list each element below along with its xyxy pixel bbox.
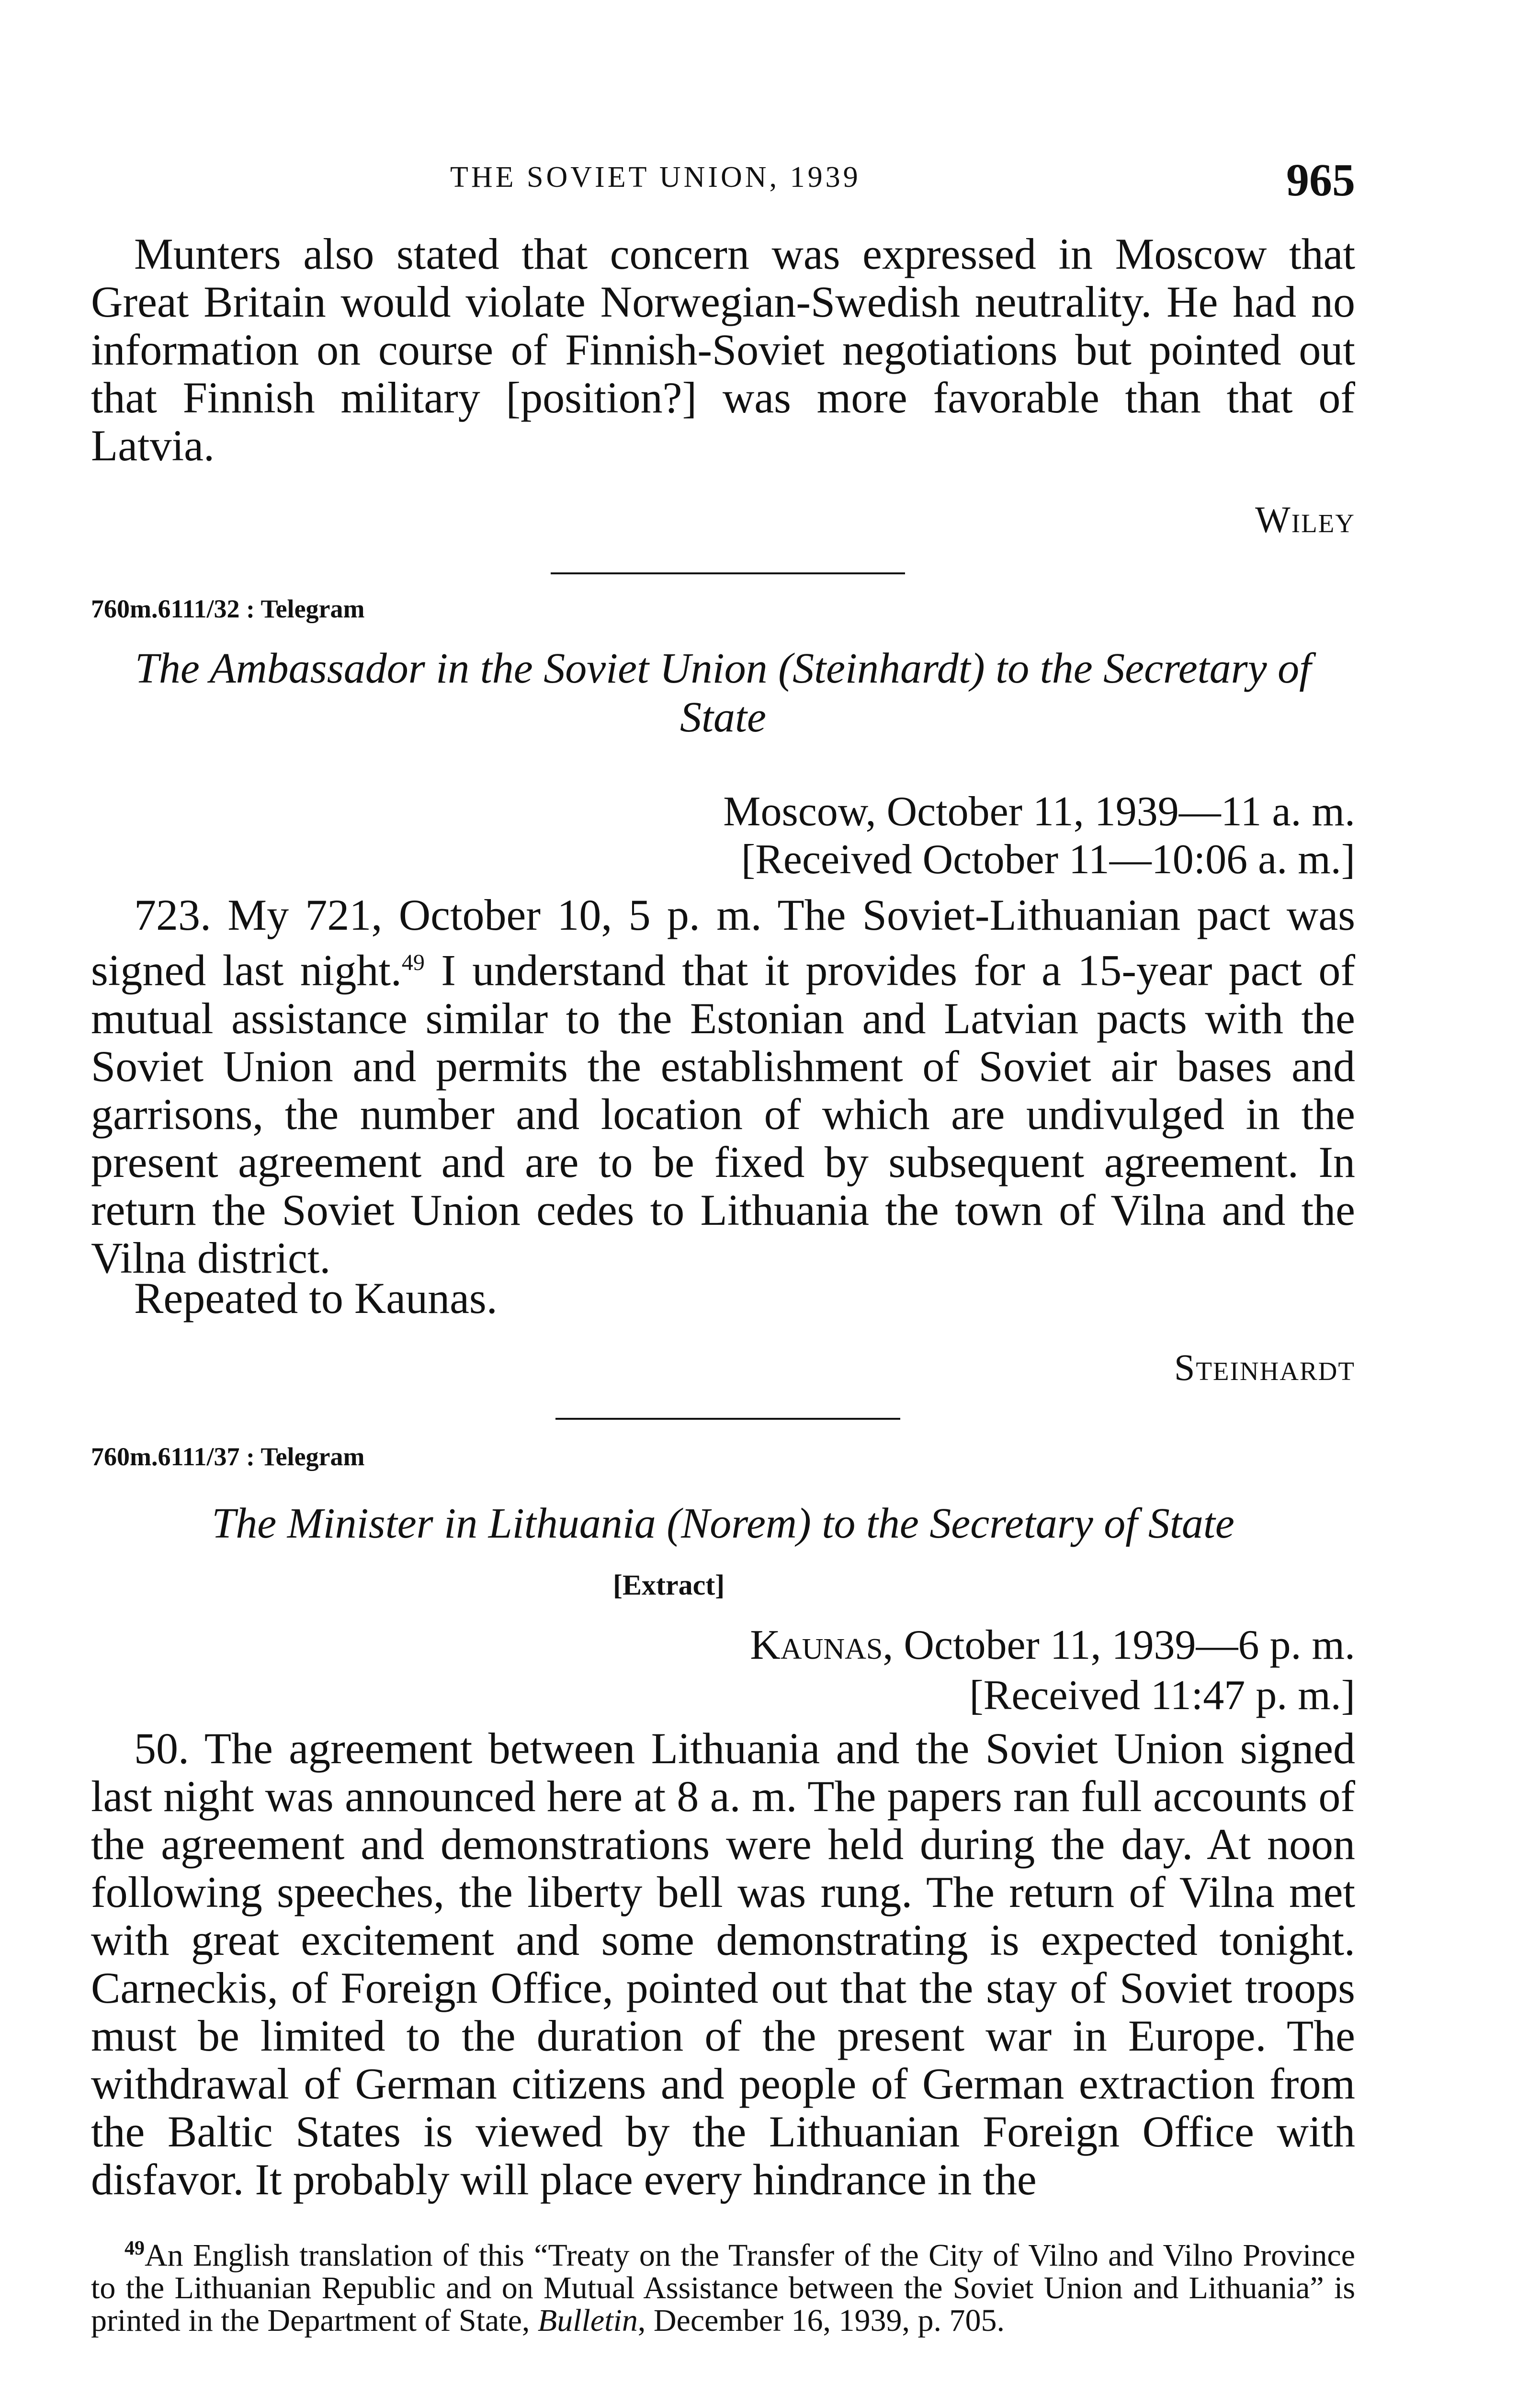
dateline-time: , October 11, 1939—6 p. m. <box>883 1622 1355 1668</box>
file-reference-1: 760m.6111/32 : Telegram <box>91 594 365 623</box>
received-line-2: [Received 11:47 p. m.] <box>969 1672 1355 1719</box>
body-text-part-1: 723. My 721, October 10, 5 p. m. The Soviet-Lithuanian pact was signed last night. <box>91 890 1355 995</box>
telegram-body-2: 50. The agreement between Lithuania and the Soviet Union signed last night was announced here at 8 a. m. The papers ran full accounts of the agreement and demonstrations were held during the day. At noon following speeches, the liberty bell was rung. The return of Vilna met with great excitement and some demonstrating is expected tonight. Carneckis, of Foreign Office, pointed out that the stay of Soviet troops must be limited to the duration of the present war in Europe. The withdrawal of German citizens and people of German extraction from the Baltic States is viewed by the Lithuanian Foreign Office with disfavor. It probably will place every hindrance in the <box>91 1724 1355 2204</box>
document-title-2: The Minister in Lithuania (Norem) to the Secretary of State <box>212 1500 1234 1547</box>
dateline-2 <box>750 1621 1355 1669</box>
body-text-part-2: I understand that it provides for a 15-year pact of mutual assistance similar to the Estonian and Latvian pacts with the Soviet Union and permits the establishment of Soviet air bases and garrisons, the number and location of which are undivulged in the present agreement and are to be fixed by subsequent agreement. In return the Soviet Union cedes to Lithuania the town of Vilna and the Vilna district. <box>91 946 1355 1282</box>
page-number: 965 <box>1286 154 1355 205</box>
footnote-text: An English translation of this “Treaty on the Transfer of the City of Vilno and Vilno Province to the Lithuanian Republic and on Mutual Assistance between the Soviet Union and Lithuania” is printed in the Department of State, <box>91 2238 1355 2338</box>
repeated-line: Repeated to Kaunas. <box>134 1274 498 1323</box>
footnote-marker: 49 <box>125 2237 145 2259</box>
footnote-bulletin: Bulletin <box>537 2303 638 2338</box>
continuation-paragraph: Munters also stated that concern was expressed in Moscow that Great Britain would violate Norwegian-Swedish neutrality. He had no information on course of Finnish-Soviet negotiations but pointed out that Finnish military [position?] was more favorable than that of Latvia. <box>91 229 1355 470</box>
signature-steinhardt: Steinhardt <box>1174 1346 1355 1388</box>
section-divider-1 <box>551 572 905 574</box>
document-title-1: The Ambassador in the Soviet Union (Steinhardt) to the Secretary of State <box>135 645 1312 741</box>
telegram-body-1 <box>91 891 1355 1282</box>
extract-label: [Extract] <box>613 1569 725 1601</box>
received-line-1: [Received October 11—10:06 a. m.] <box>741 836 1355 883</box>
footnote-citation: , December 16, 1939, p. 705. <box>637 2303 1005 2338</box>
dateline-place: Kaunas <box>750 1622 883 1668</box>
footnote <box>91 2232 1355 2337</box>
section-divider-2 <box>555 1418 900 1420</box>
dateline-1: Moscow, October 11, 1939—11 a. m. <box>723 788 1355 835</box>
signature-wiley: Wiley <box>1255 499 1355 540</box>
running-title: THE SOVIET UNION, 1939 <box>450 161 861 194</box>
file-reference-2: 760m.6111/37 : Telegram <box>91 1442 365 1471</box>
footnote-reference: 49 <box>401 950 425 975</box>
